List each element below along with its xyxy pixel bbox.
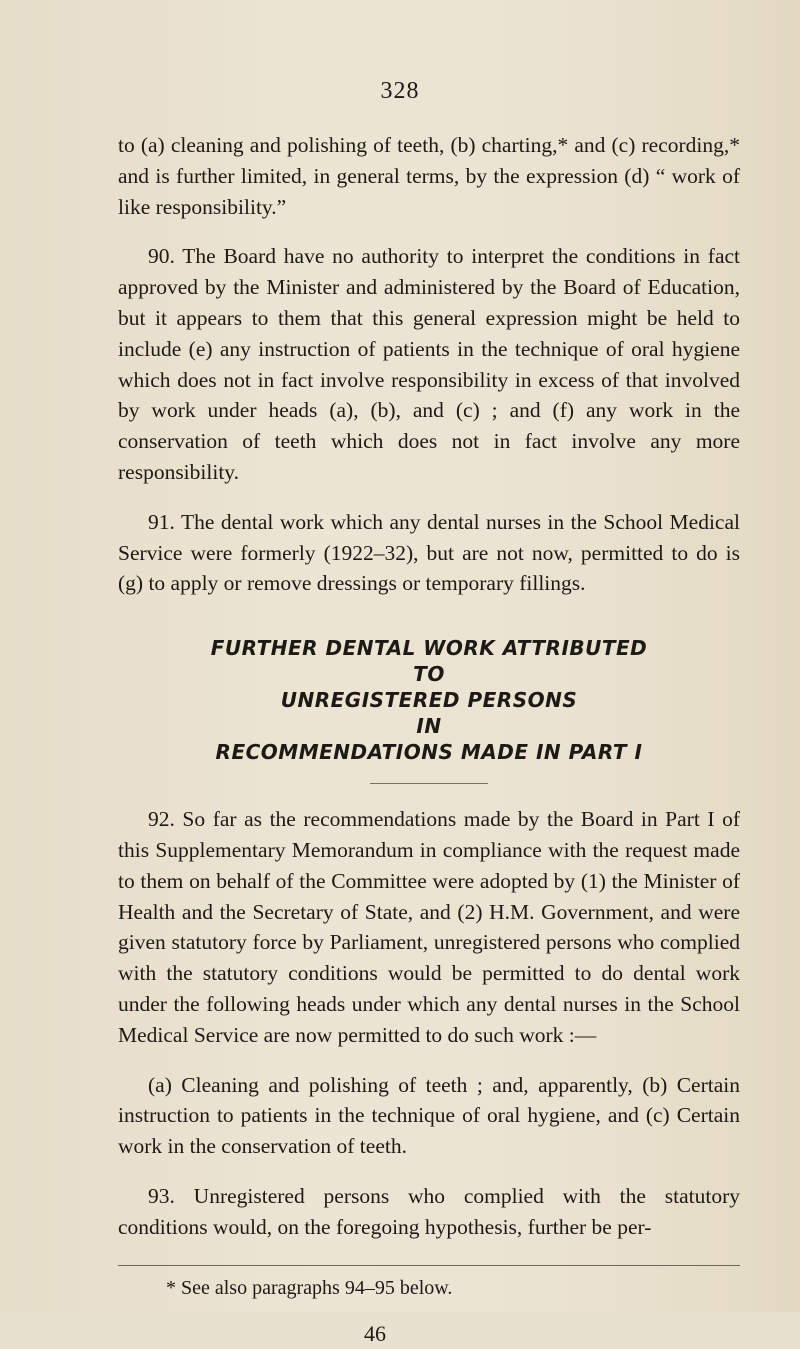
paragraph-93: 93. Unregistered persons who complied with the statutory conditions would, on the foregoing hypothesis, further be per- [118,1183,740,1239]
paragraph-continued: to (a) cleaning and polishing of teeth, (b) charting,* and (c) recording,* and is further limited, in general terms, by the expression (d) “ work of like responsibility.” [118,133,740,219]
paragraph-92-items: (a) Cleaning and polishing of teeth ; and, apparently, (b) Certain instruction to patients in the technique of oral hygiene, and (c) Certain work in the conservation of teeth. [118,1072,740,1159]
section-heading [118,635,740,784]
heading-line-5: RECOMMENDATIONS MADE IN PART I [215,740,643,765]
heading-line-2: TO [413,662,445,687]
paragraph-90: 90. The Board have no authority to interpret the conditions in fact approved by the Minister and administered by the Board of Education, but it appears to them that this general expression might be held to include (e) any instruction of patients in the technique of oral hygiene which does not in fact involve responsibility in excess of that involved by work under heads (a), (b), and (c) ; and (f) any work in the conservation of teeth which does not in fact involve any more responsibility. [118,244,740,484]
heading-line-4: IN [416,714,442,739]
paragraph-92: 92. So far as the recommendations made by the Board in Part I of this Supplementary Memorandum in compliance with the request made to them on behalf of the Committee were adopted by (1) the Minister of Health and the Secretary of State, and (2) H.M. Government, and were given statutory force by Parliament, unregistered persons who complied with the statutory conditions would be permitted to do dental work under the following heads under which any dental nurses in the School Medical Service are now permitted to do such work :— [118,807,740,1047]
heading-divider [370,783,488,784]
signature-mark: 46 [364,1320,386,1346]
footnote-divider [118,1265,740,1266]
heading-line-1: FURTHER DENTAL WORK ATTRIBUTED [210,636,648,661]
heading-line-3: UNREGISTERED PERSONS [280,688,578,713]
page-number: 328 [380,78,420,104]
document-body [118,130,740,1349]
paragraph-91: 91. The dental work which any dental nurses in the School Medical Service were formerly (1922–32), but are not now, permitted to do is (g) to apply or remove dressings or temporary fillings. [118,509,740,596]
footnote: * See also paragraphs 94–95 below. [166,1276,453,1299]
